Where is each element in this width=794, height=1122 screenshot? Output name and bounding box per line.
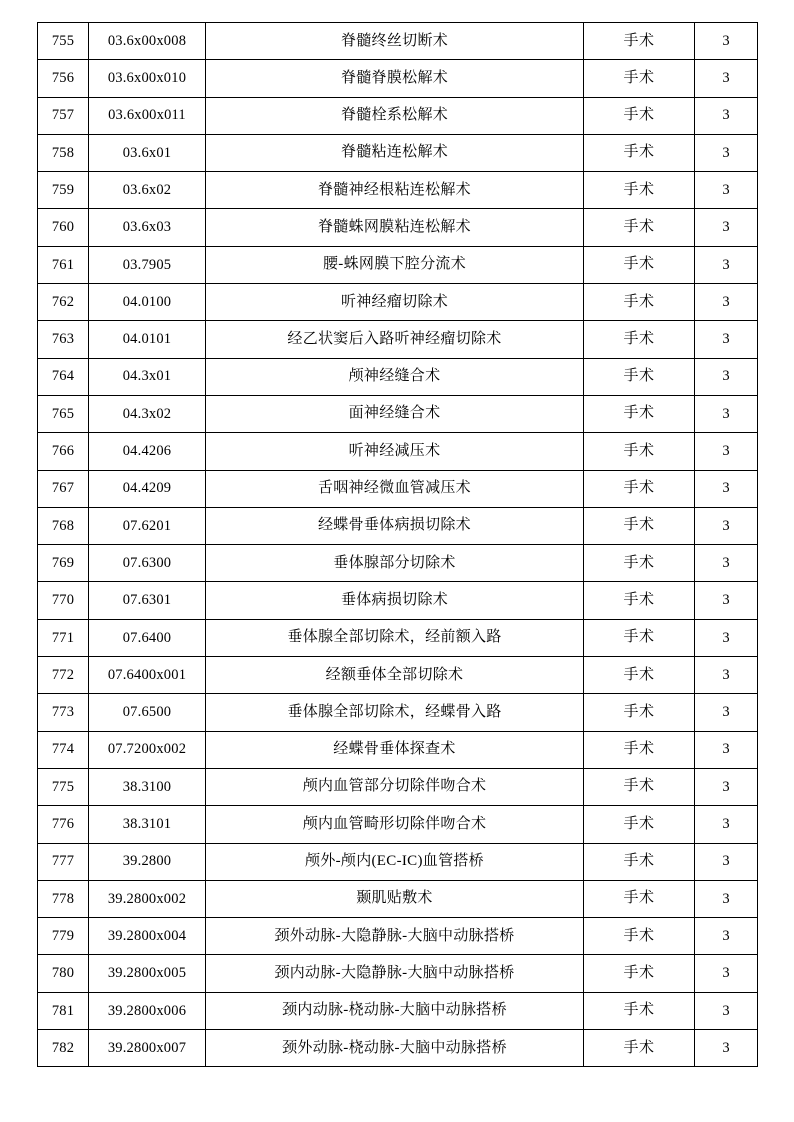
cell-sequence-number: 765 bbox=[38, 395, 89, 432]
table-row bbox=[38, 955, 758, 992]
table-row bbox=[38, 321, 758, 358]
table-row bbox=[38, 358, 758, 395]
cell-sequence-number: 768 bbox=[38, 507, 89, 544]
table-row bbox=[38, 209, 758, 246]
cell-category: 手术 bbox=[584, 284, 695, 321]
cell-procedure-code: 03.7905 bbox=[89, 246, 206, 283]
cell-procedure-name: 听神经瘤切除术 bbox=[206, 284, 584, 321]
cell-level: 3 bbox=[695, 843, 758, 880]
table-row bbox=[38, 545, 758, 582]
cell-category: 手术 bbox=[584, 1030, 695, 1067]
cell-category: 手术 bbox=[584, 992, 695, 1029]
cell-category: 手术 bbox=[584, 470, 695, 507]
cell-category: 手术 bbox=[584, 134, 695, 171]
cell-procedure-code: 07.6400 bbox=[89, 619, 206, 656]
cell-procedure-name: 垂体腺部分切除术 bbox=[206, 545, 584, 582]
cell-level: 3 bbox=[695, 134, 758, 171]
table-row bbox=[38, 134, 758, 171]
cell-procedure-name: 颅外-颅内(EC-IC)血管搭桥 bbox=[206, 843, 584, 880]
cell-sequence-number: 762 bbox=[38, 284, 89, 321]
cell-level: 3 bbox=[695, 209, 758, 246]
cell-category: 手术 bbox=[584, 619, 695, 656]
cell-procedure-code: 07.6300 bbox=[89, 545, 206, 582]
table-row bbox=[38, 172, 758, 209]
cell-level: 3 bbox=[695, 918, 758, 955]
table-row bbox=[38, 731, 758, 768]
cell-procedure-code: 07.6400x001 bbox=[89, 657, 206, 694]
cell-category: 手术 bbox=[584, 97, 695, 134]
cell-sequence-number: 775 bbox=[38, 768, 89, 805]
cell-procedure-name: 经额垂体全部切除术 bbox=[206, 657, 584, 694]
cell-sequence-number: 779 bbox=[38, 918, 89, 955]
table-row bbox=[38, 768, 758, 805]
cell-procedure-name: 垂体病损切除术 bbox=[206, 582, 584, 619]
cell-category: 手术 bbox=[584, 395, 695, 432]
cell-level: 3 bbox=[695, 60, 758, 97]
cell-procedure-code: 39.2800x005 bbox=[89, 955, 206, 992]
cell-category: 手术 bbox=[584, 60, 695, 97]
cell-sequence-number: 772 bbox=[38, 657, 89, 694]
cell-sequence-number: 773 bbox=[38, 694, 89, 731]
cell-procedure-code: 03.6x03 bbox=[89, 209, 206, 246]
table-row bbox=[38, 806, 758, 843]
cell-procedure-code: 04.3x01 bbox=[89, 358, 206, 395]
table-row bbox=[38, 395, 758, 432]
cell-procedure-code: 07.6500 bbox=[89, 694, 206, 731]
cell-category: 手术 bbox=[584, 507, 695, 544]
cell-procedure-code: 03.6x00x011 bbox=[89, 97, 206, 134]
cell-procedure-code: 39.2800 bbox=[89, 843, 206, 880]
cell-procedure-code: 39.2800x002 bbox=[89, 880, 206, 917]
cell-procedure-name: 脊髓栓系松解术 bbox=[206, 97, 584, 134]
table-row bbox=[38, 60, 758, 97]
table-container bbox=[37, 22, 757, 1067]
cell-procedure-code: 07.6301 bbox=[89, 582, 206, 619]
table-row bbox=[38, 843, 758, 880]
cell-category: 手术 bbox=[584, 172, 695, 209]
cell-sequence-number: 755 bbox=[38, 23, 89, 60]
cell-sequence-number: 770 bbox=[38, 582, 89, 619]
cell-category: 手术 bbox=[584, 246, 695, 283]
cell-level: 3 bbox=[695, 507, 758, 544]
table-row bbox=[38, 23, 758, 60]
cell-procedure-name: 面神经缝合术 bbox=[206, 395, 584, 432]
cell-sequence-number: 759 bbox=[38, 172, 89, 209]
cell-procedure-name: 颅内血管部分切除伴吻合术 bbox=[206, 768, 584, 805]
cell-level: 3 bbox=[695, 172, 758, 209]
cell-sequence-number: 771 bbox=[38, 619, 89, 656]
cell-category: 手术 bbox=[584, 582, 695, 619]
cell-category: 手术 bbox=[584, 806, 695, 843]
cell-procedure-name: 腰-蛛网膜下腔分流术 bbox=[206, 246, 584, 283]
cell-procedure-code: 38.3101 bbox=[89, 806, 206, 843]
cell-category: 手术 bbox=[584, 768, 695, 805]
cell-category: 手术 bbox=[584, 358, 695, 395]
cell-level: 3 bbox=[695, 582, 758, 619]
cell-procedure-name: 颈内动脉-桡动脉-大脑中动脉搭桥 bbox=[206, 992, 584, 1029]
cell-procedure-name: 颈内动脉-大隐静脉-大脑中动脉搭桥 bbox=[206, 955, 584, 992]
table-row bbox=[38, 619, 758, 656]
cell-level: 3 bbox=[695, 358, 758, 395]
cell-procedure-name: 颈外动脉-桡动脉-大脑中动脉搭桥 bbox=[206, 1030, 584, 1067]
cell-category: 手术 bbox=[584, 545, 695, 582]
cell-category: 手术 bbox=[584, 955, 695, 992]
cell-procedure-code: 04.0101 bbox=[89, 321, 206, 358]
cell-procedure-name: 听神经减压术 bbox=[206, 433, 584, 470]
table-row bbox=[38, 694, 758, 731]
cell-level: 3 bbox=[695, 395, 758, 432]
cell-sequence-number: 782 bbox=[38, 1030, 89, 1067]
table-row bbox=[38, 880, 758, 917]
cell-procedure-name: 经蝶骨垂体病损切除术 bbox=[206, 507, 584, 544]
cell-sequence-number: 764 bbox=[38, 358, 89, 395]
table-row bbox=[38, 470, 758, 507]
cell-level: 3 bbox=[695, 694, 758, 731]
cell-level: 3 bbox=[695, 806, 758, 843]
cell-procedure-name: 垂体腺全部切除术，经蝶骨入路 bbox=[206, 694, 584, 731]
cell-procedure-name: 颈外动脉-大隐静脉-大脑中动脉搭桥 bbox=[206, 918, 584, 955]
cell-category: 手术 bbox=[584, 23, 695, 60]
cell-procedure-code: 39.2800x006 bbox=[89, 992, 206, 1029]
table-row bbox=[38, 1030, 758, 1067]
cell-level: 3 bbox=[695, 1030, 758, 1067]
cell-procedure-name: 脊髓脊膜松解术 bbox=[206, 60, 584, 97]
cell-procedure-name: 脊髓终丝切断术 bbox=[206, 23, 584, 60]
cell-category: 手术 bbox=[584, 918, 695, 955]
cell-level: 3 bbox=[695, 470, 758, 507]
cell-level: 3 bbox=[695, 23, 758, 60]
table-row bbox=[38, 657, 758, 694]
table-row bbox=[38, 246, 758, 283]
table-row bbox=[38, 507, 758, 544]
cell-procedure-code: 03.6x02 bbox=[89, 172, 206, 209]
cell-category: 手术 bbox=[584, 694, 695, 731]
cell-sequence-number: 781 bbox=[38, 992, 89, 1029]
cell-procedure-code: 04.4209 bbox=[89, 470, 206, 507]
cell-category: 手术 bbox=[584, 321, 695, 358]
cell-procedure-code: 38.3100 bbox=[89, 768, 206, 805]
cell-procedure-code: 04.4206 bbox=[89, 433, 206, 470]
cell-level: 3 bbox=[695, 992, 758, 1029]
cell-sequence-number: 780 bbox=[38, 955, 89, 992]
cell-level: 3 bbox=[695, 880, 758, 917]
cell-procedure-name: 颅内血管畸形切除伴吻合术 bbox=[206, 806, 584, 843]
cell-procedure-code: 39.2800x007 bbox=[89, 1030, 206, 1067]
cell-procedure-name: 颞肌贴敷术 bbox=[206, 880, 584, 917]
cell-procedure-name: 脊髓蛛网膜粘连松解术 bbox=[206, 209, 584, 246]
table-row bbox=[38, 992, 758, 1029]
cell-sequence-number: 756 bbox=[38, 60, 89, 97]
table-row bbox=[38, 582, 758, 619]
cell-sequence-number: 757 bbox=[38, 97, 89, 134]
cell-level: 3 bbox=[695, 545, 758, 582]
cell-procedure-name: 脊髓神经根粘连松解术 bbox=[206, 172, 584, 209]
cell-category: 手术 bbox=[584, 657, 695, 694]
table-row bbox=[38, 433, 758, 470]
cell-category: 手术 bbox=[584, 731, 695, 768]
cell-sequence-number: 767 bbox=[38, 470, 89, 507]
cell-procedure-name: 垂体腺全部切除术，经前额入路 bbox=[206, 619, 584, 656]
cell-procedure-code: 04.3x02 bbox=[89, 395, 206, 432]
cell-sequence-number: 758 bbox=[38, 134, 89, 171]
cell-level: 3 bbox=[695, 97, 758, 134]
table-row bbox=[38, 284, 758, 321]
cell-procedure-code: 39.2800x004 bbox=[89, 918, 206, 955]
cell-level: 3 bbox=[695, 955, 758, 992]
cell-procedure-name: 舌咽神经微血管减压术 bbox=[206, 470, 584, 507]
cell-procedure-name: 经蝶骨垂体探查术 bbox=[206, 731, 584, 768]
table-row bbox=[38, 97, 758, 134]
cell-category: 手术 bbox=[584, 209, 695, 246]
cell-level: 3 bbox=[695, 731, 758, 768]
cell-level: 3 bbox=[695, 619, 758, 656]
cell-procedure-code: 03.6x01 bbox=[89, 134, 206, 171]
cell-level: 3 bbox=[695, 657, 758, 694]
cell-sequence-number: 766 bbox=[38, 433, 89, 470]
cell-procedure-code: 03.6x00x010 bbox=[89, 60, 206, 97]
cell-level: 3 bbox=[695, 768, 758, 805]
cell-procedure-name: 颅神经缝合术 bbox=[206, 358, 584, 395]
cell-category: 手术 bbox=[584, 843, 695, 880]
cell-sequence-number: 760 bbox=[38, 209, 89, 246]
cell-sequence-number: 778 bbox=[38, 880, 89, 917]
table-body bbox=[38, 23, 758, 1067]
cell-procedure-code: 07.7200x002 bbox=[89, 731, 206, 768]
cell-level: 3 bbox=[695, 284, 758, 321]
cell-category: 手术 bbox=[584, 433, 695, 470]
cell-sequence-number: 774 bbox=[38, 731, 89, 768]
cell-sequence-number: 776 bbox=[38, 806, 89, 843]
cell-sequence-number: 777 bbox=[38, 843, 89, 880]
cell-level: 3 bbox=[695, 321, 758, 358]
cell-level: 3 bbox=[695, 433, 758, 470]
cell-sequence-number: 761 bbox=[38, 246, 89, 283]
cell-procedure-name: 经乙状窦后入路听神经瘤切除术 bbox=[206, 321, 584, 358]
cell-procedure-code: 04.0100 bbox=[89, 284, 206, 321]
cell-procedure-name: 脊髓粘连松解术 bbox=[206, 134, 584, 171]
procedure-code-table bbox=[37, 22, 758, 1067]
cell-category: 手术 bbox=[584, 880, 695, 917]
cell-level: 3 bbox=[695, 246, 758, 283]
cell-sequence-number: 763 bbox=[38, 321, 89, 358]
cell-procedure-code: 03.6x00x008 bbox=[89, 23, 206, 60]
table-row bbox=[38, 918, 758, 955]
cell-sequence-number: 769 bbox=[38, 545, 89, 582]
cell-procedure-code: 07.6201 bbox=[89, 507, 206, 544]
